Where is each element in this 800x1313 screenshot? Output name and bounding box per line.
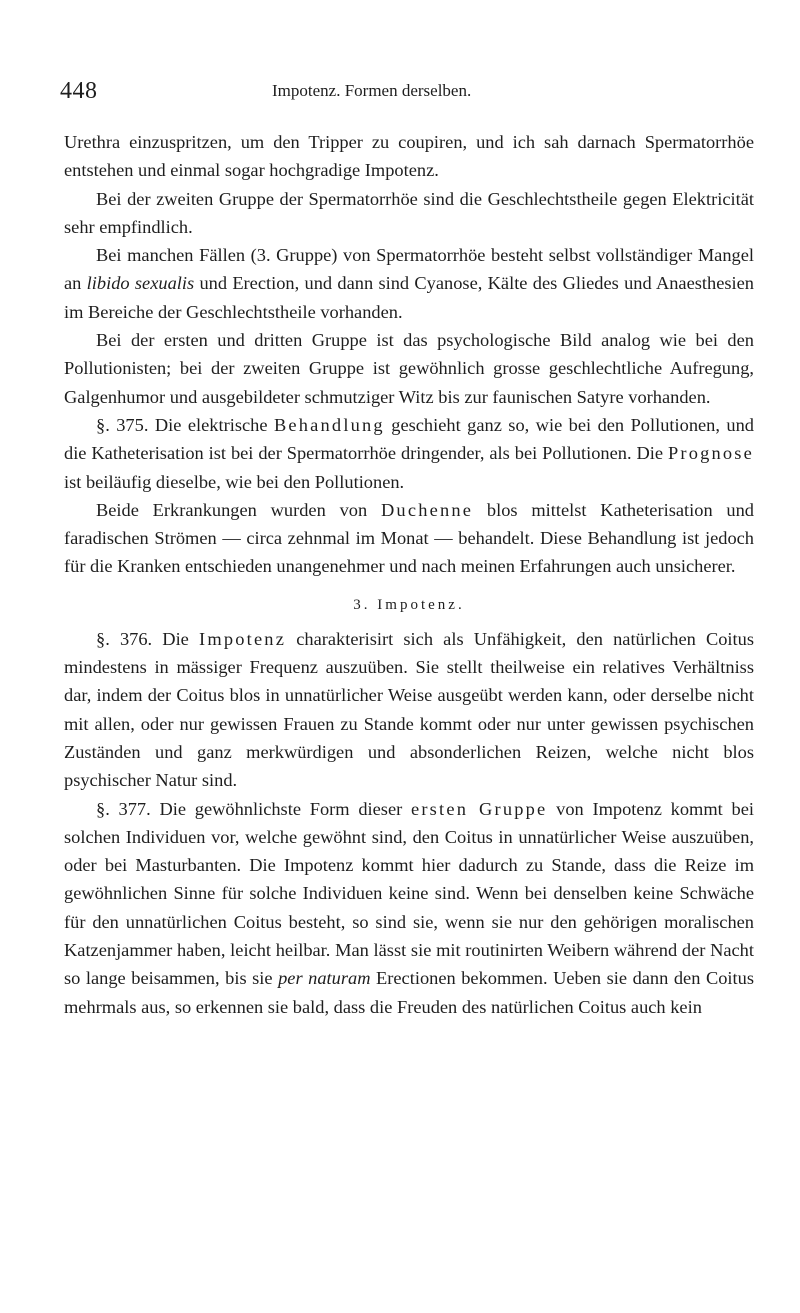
text-run: Bei der ersten und dritten Gruppe ist das psychologische Bild analog wie bei den Pollutionisten; bei der zweiten Gruppe ist gewöhnlich grosse geschlechtliche Aufregung, Galgenhumor und ausgebildeter schmutziger Witz bis zur faunischen Satyre vorhanden. [64, 330, 754, 407]
spaced-term: Impotenz [199, 628, 287, 649]
text-run: und Erection, und dann sind Cyanose, Kälte des Gliedes und Anaesthesien im Bereiche der Geschlechtstheile vorhanden. [64, 273, 754, 322]
paragraph [64, 241, 754, 326]
page-body [64, 128, 754, 1021]
text-run: §. 376. Die [96, 628, 200, 649]
italic-term: libido sexualis [86, 273, 195, 294]
paragraph [64, 326, 754, 411]
text-run: ist beiläufig dieselbe, wie bei den Pollutionen. [64, 471, 405, 492]
text-run: Erectionen bekommen. Ueben sie dann den Coitus mehrmals aus, so erkennen sie bald, dass die Freuden des natürlichen Coitus auch kein [64, 968, 754, 1017]
text-run: Bei manchen Fällen (3. Gruppe) von Spermatorrhöe besteht selbst vollständiger Mangel an [64, 245, 754, 294]
page-header [60, 78, 754, 118]
paragraph-section-375 [64, 411, 754, 496]
text-run: §. 375. Die elektrische [96, 414, 274, 435]
text-run: von Impotenz kommt bei solchen Individuen vor, welche gewöhnt sind, den Coitus in unnatürlicher Weise auszuüben, oder bei Masturbanten. Die Impotenz kommt hier dadurch zu Stande, dass die Reize im gewöhnlichen Sinne für solche Individuen keine sind. Wenn bei denselben keine Schwäche für den unnatürlichen Coitus besteht, so sind sie, wenn sie nur den gehörigen moralischen Katzenjammer haben, leicht heilbar. Man lässt sie mit routinirten Weibern während der Nacht so lange beisammen, bis sie [64, 798, 754, 989]
book-page [60, 78, 755, 1021]
italic-term: per naturam [278, 968, 371, 989]
spaced-term: ersten Gruppe [410, 798, 548, 819]
spaced-name: Duchenne [380, 499, 474, 520]
spaced-term: Behandlung [273, 414, 385, 435]
spaced-term: Prognose [667, 443, 754, 464]
paragraph [64, 185, 754, 242]
text-run: blos mittelst Katheterisation und faradischen Strömen — circa zehnmal im Monat — behandelt. Diese Behandlung ist jedoch für die Kranken entschieden unangenehmer und nach meinen Erfahrungen auch unsicherer. [64, 499, 755, 577]
text-run: §. 377. Die gewöhnlichste Form dieser [96, 798, 411, 819]
text-run: geschieht ganz so, wie bei den Pollutionen, und die Katheterisation ist bei der Spermatorrhöe dringender, als bei Pollutionen. Die [64, 414, 754, 464]
paragraph-section-377 [64, 795, 754, 1021]
paragraph [64, 496, 754, 581]
paragraph-continued [64, 128, 754, 185]
section-heading: 3. Impotenz. [353, 596, 465, 613]
text-run: charakterisirt sich als Unfähigkeit, den natürlichen Coitus mindestens in mässiger Frequenz auszuüben. Sie stellt theilweise ein relatives Verhältniss dar, indem der Coitus blos in unnatürlicher Weise ausgeübt werden kann, oder derselbe nicht mit allen, oder nur gewissen Frauen zu Stande kommt oder nur unter gewissen psychischen Zuständen und ganz merkwürdigen und absonderlichen Reizen, welche nicht blos psychischer Natur sind. [64, 628, 754, 791]
text-run: Beide Erkrankungen wurden von [96, 499, 381, 520]
page-number: 448 [60, 78, 98, 104]
text-run: Bei der zweiten Gruppe der Spermatorrhöe sind die Geschlechtstheile gegen Elektricität sehr empfindlich. [64, 188, 754, 237]
text-run: Urethra einzuspritzen, um den Tripper zu coupiren, und ich sah darnach Spermatorrhöe entstehen und einmal sogar hochgradige Impotenz. [64, 132, 754, 181]
paragraph-section-376 [64, 625, 754, 795]
running-head: Impotenz. Formen derselben. [272, 81, 472, 100]
